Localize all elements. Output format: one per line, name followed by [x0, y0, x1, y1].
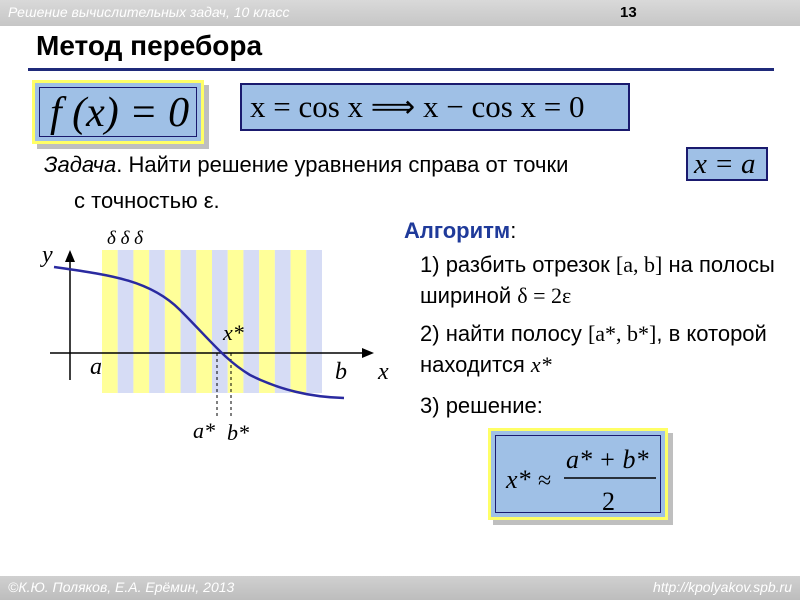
y-axis-label: y	[42, 242, 53, 268]
stripe	[118, 250, 134, 393]
x-star-label: x*	[223, 320, 244, 345]
answer-denominator: 2	[602, 487, 615, 516]
step-3-number: 3)	[420, 393, 440, 418]
step-1-number: 1)	[420, 252, 440, 277]
step-3-text: решение:	[445, 393, 543, 418]
delta-labels: δ δ δ	[107, 228, 143, 249]
page-number: 13	[620, 4, 637, 21]
task-text	[44, 150, 684, 180]
formula-point: x = a	[686, 147, 768, 181]
a-star-label: a*	[193, 418, 215, 443]
algorithm-step-3	[420, 390, 790, 421]
answer-formula-svg	[496, 436, 666, 518]
stripes-group	[102, 250, 322, 393]
algorithm-colon: :	[510, 218, 517, 243]
task-precision: с точностью ε.	[74, 188, 220, 213]
step-1-text-a: разбить отрезок	[445, 252, 616, 277]
stripe	[149, 250, 165, 393]
formula-fx-zero-text: f (x) = 0	[39, 87, 197, 137]
x-axis-label: x	[378, 359, 389, 385]
answer-numerator: a* + b*	[566, 445, 649, 474]
answer-approx: ≈	[538, 468, 552, 494]
algorithm-step-2	[420, 318, 790, 380]
footer-url[interactable]: http://kpolyakov.spb.ru	[652, 579, 792, 595]
stripe	[165, 250, 181, 393]
step-2-number: 2)	[420, 321, 440, 346]
b-star-label: b*	[227, 420, 249, 445]
step-2-text-b: , в которой находится	[420, 321, 767, 377]
stripe	[133, 250, 149, 393]
stripe	[291, 250, 307, 393]
slide-title: Метод перебора	[36, 30, 263, 61]
task-label: Задача	[44, 152, 117, 177]
step-2-interval: [a*, b*]	[587, 321, 657, 346]
task-body: . Найти решение уравнения справа от точки	[116, 152, 569, 177]
step-1-text-b: на полосы шириной	[420, 252, 775, 308]
a-label: a	[90, 354, 102, 380]
algorithm-title-text: Алгоритм	[404, 218, 511, 243]
y-axis-arrow	[65, 250, 75, 262]
footer-bar	[0, 576, 800, 600]
algorithm-step-1	[420, 249, 790, 311]
header-bar	[0, 0, 800, 26]
stripe	[196, 250, 212, 393]
step-1-interval: [a, b]	[615, 252, 663, 277]
stripe	[102, 250, 118, 393]
course-title: Решение вычислительных задач, 10 класс	[8, 4, 290, 20]
answer-formula	[488, 428, 668, 520]
b-label: b	[335, 359, 347, 385]
stripes-graph	[40, 220, 400, 450]
algorithm-title	[404, 218, 516, 244]
x-axis-arrow	[362, 348, 374, 358]
step-1-delta: δ = 2ε	[517, 283, 572, 308]
stripe	[306, 250, 322, 393]
formula-equation: x = cos x ⟹ x − cos x = 0	[240, 83, 630, 131]
stripe	[259, 250, 275, 393]
step-2-x: x*	[530, 352, 552, 377]
answer-lhs: x*	[506, 465, 531, 494]
answer-formula-inner	[495, 435, 661, 516]
stripe	[181, 250, 197, 393]
title-underline	[28, 68, 774, 71]
step-2-text-a: найти полосу	[445, 321, 588, 346]
footer-authors: ©К.Ю. Поляков, Е.А. Ерёмин, 2013	[8, 579, 235, 595]
formula-fx-zero	[32, 80, 204, 144]
stripe	[275, 250, 291, 393]
